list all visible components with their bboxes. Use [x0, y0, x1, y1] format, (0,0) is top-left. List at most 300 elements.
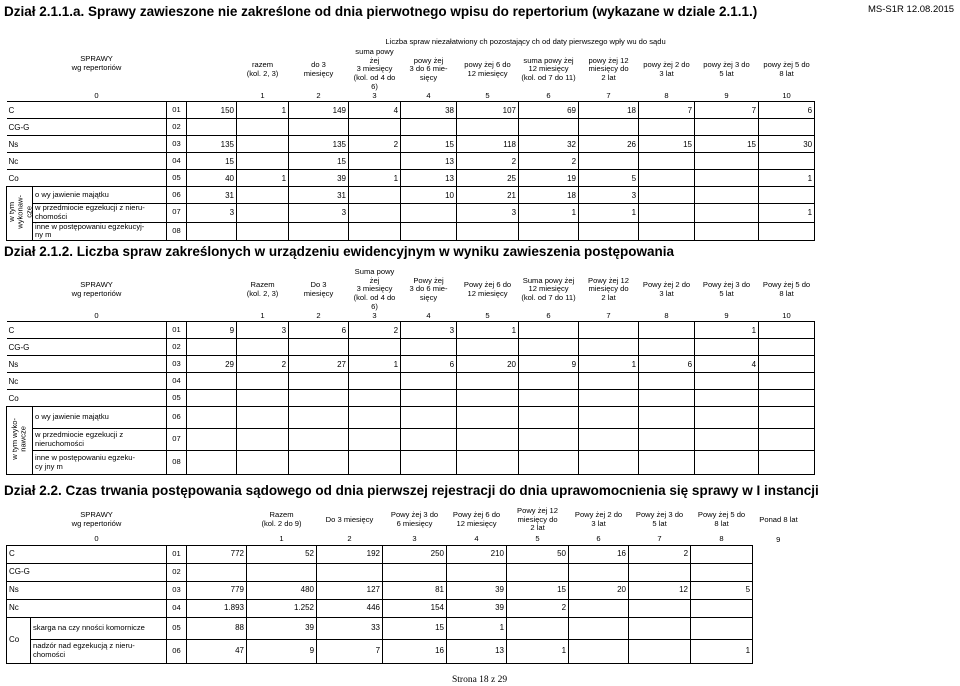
table-cell: 9 [247, 639, 317, 663]
column-index: 10 [782, 310, 791, 320]
row-number: 06 [167, 187, 187, 204]
sprawy-header: SPRAWY wg repertoriów [71, 280, 122, 298]
table-cell [759, 356, 815, 373]
table-cell: 7 [317, 639, 383, 663]
table-cell: 1 [349, 170, 401, 187]
table-cell [289, 119, 349, 136]
column-index: 1 [260, 310, 265, 320]
table-cell [695, 373, 759, 390]
table-cell [289, 407, 349, 429]
row-label: Nc [7, 599, 167, 617]
table-cell [507, 563, 569, 581]
column-header: Powy żej 6 do 12 miesięcy [452, 510, 501, 528]
table-cell [349, 373, 401, 390]
row-number: 05 [167, 617, 187, 639]
table-cell [579, 407, 639, 429]
column-header: powy żej 2 do 3 lat [643, 60, 690, 78]
table-cell [519, 322, 579, 339]
table-cell: 192 [317, 545, 383, 563]
table-cell [569, 599, 629, 617]
section-title-2-1-1-a: Dział 2.1.1.a. Sprawy zawieszone nie zakreślone od dnia pierwotnego wpisu do repertorium (wykazane w dziale 2.1.1.) [4, 4, 758, 19]
table-cell [695, 222, 759, 240]
table-cell [759, 322, 815, 339]
table-cell: 52 [247, 545, 317, 563]
table-cell [187, 373, 237, 390]
table-cell [237, 390, 289, 407]
table-cell [695, 451, 759, 475]
table-row [7, 545, 805, 563]
column-index: 0 [94, 534, 99, 544]
row-label: Nc [7, 153, 167, 170]
table-cell: 9 [519, 356, 579, 373]
table-cell [639, 407, 695, 429]
table-cell: 6 [639, 356, 695, 373]
column-header: Ponad 8 lat [759, 514, 798, 524]
table-cell [695, 153, 759, 170]
table-cell: 1 [237, 102, 289, 119]
spanning-header: Liczba spraw niezałatwiony ch pozostający ch od daty pierwszego wpły wu do sądu [385, 36, 666, 46]
row-label: C [7, 102, 167, 119]
spacer [187, 92, 237, 102]
table-cell [457, 222, 519, 240]
column-index: 3 [372, 310, 377, 320]
table-cell [289, 339, 349, 356]
table-cell: 69 [519, 102, 579, 119]
row-number: 07 [167, 429, 187, 451]
row-label: Nc [7, 373, 167, 390]
column-index: 1 [260, 90, 265, 100]
row-label: w przedmiocie egzekucji z nieruchomości [33, 429, 167, 451]
table-cell [349, 451, 401, 475]
table-cell [579, 322, 639, 339]
table-cell: 5 [579, 170, 639, 187]
row-number: 03 [167, 136, 187, 153]
column-header: Powy żej 3 do 5 lat [702, 280, 751, 298]
row-label: nadzór nad egzekucją z nieru- chomości [31, 639, 167, 663]
table-cell [349, 222, 401, 240]
spacer [187, 312, 237, 322]
table-cell: 33 [317, 617, 383, 639]
table-cell: 3 [289, 204, 349, 222]
table-cell [639, 322, 695, 339]
table-cell [187, 390, 237, 407]
table-cell [691, 599, 753, 617]
table-cell: 15 [695, 136, 759, 153]
table-cell: 2 [349, 136, 401, 153]
table-cell [237, 407, 289, 429]
table-cell [695, 119, 759, 136]
table-cell: 15 [289, 153, 349, 170]
table-cell: 13 [401, 153, 457, 170]
table-cell [289, 373, 349, 390]
table-cell: 1 [579, 204, 639, 222]
table-cell [639, 429, 695, 451]
table-cell [759, 373, 815, 390]
table-cell: 88 [187, 617, 247, 639]
row-number: 08 [167, 451, 187, 475]
column-index: 8 [719, 534, 724, 544]
column-index: 5 [485, 310, 490, 320]
table-cell: 135 [187, 136, 237, 153]
table-row [7, 170, 815, 187]
table-cell [289, 222, 349, 240]
table-cell [289, 429, 349, 451]
row-label: Ns [7, 581, 167, 599]
table-cell: 5 [691, 581, 753, 599]
column-index: 0 [94, 90, 99, 100]
row-label: C [7, 322, 167, 339]
table-row [7, 451, 815, 475]
table-cell: 15 [187, 153, 237, 170]
table-cell [519, 451, 579, 475]
column-index: 6 [596, 534, 601, 544]
table-row [7, 599, 805, 617]
table-cell [289, 390, 349, 407]
table-cell [579, 153, 639, 170]
table-cell [519, 429, 579, 451]
section-title-2-1-2: Dział 2.1.2. Liczba spraw zakreślonych w urządzeniu ewidencyjnym w wyniku zawieszenia postępowania [4, 244, 674, 259]
table-cell: 4 [349, 102, 401, 119]
column-header: Powy żej 3 do 6 miesięcy [390, 510, 439, 528]
column-index: 6 [546, 310, 551, 320]
table-cell: 15 [401, 136, 457, 153]
table-cell [695, 339, 759, 356]
table-cell [579, 429, 639, 451]
table-row [7, 617, 805, 639]
table-cell [401, 373, 457, 390]
column-index: 7 [606, 310, 611, 320]
table-row [7, 407, 815, 429]
table-cell: 19 [519, 170, 579, 187]
table-cell [639, 222, 695, 240]
table-cell [629, 563, 691, 581]
column-header: powy żej 12 miesięcy do 2 lat [588, 55, 629, 83]
table-cell: 127 [317, 581, 383, 599]
table-cell [691, 563, 753, 581]
column-index: 7 [606, 90, 611, 100]
table-cell: 4 [695, 356, 759, 373]
table-cell [695, 187, 759, 204]
column-header: suma powy żej 12 miesięcy (kol. od 7 do 11) [521, 55, 576, 83]
table-cell [639, 390, 695, 407]
column-index: 10 [782, 90, 791, 100]
row-label: o wy jawienie majątku [33, 187, 167, 204]
table-cell: 18 [579, 102, 639, 119]
table-cell [457, 407, 519, 429]
column-index: 5 [535, 534, 540, 544]
table-cell: 1 [759, 170, 815, 187]
table-cell [237, 451, 289, 475]
table-cell: 135 [289, 136, 349, 153]
w-tym-label [7, 187, 33, 241]
table-cell [237, 187, 289, 204]
row-number: 01 [167, 545, 187, 563]
table-cell [401, 119, 457, 136]
table-row [7, 339, 815, 356]
table-cell [317, 563, 383, 581]
table-cell [519, 407, 579, 429]
column-index: 2 [316, 90, 321, 100]
row-label: w przedmiocie egzekucji z nieru- chomości [33, 204, 167, 222]
column-header: Powy żej 2 do 3 lat [574, 510, 623, 528]
table-cell: 39 [247, 617, 317, 639]
table-cell [401, 222, 457, 240]
table-cell [629, 617, 691, 639]
row-number: 03 [167, 356, 187, 373]
table-cell [695, 407, 759, 429]
column-header: Powy żej 3 do 5 lat [635, 510, 684, 528]
table-cell [457, 451, 519, 475]
table-cell [237, 153, 289, 170]
column-header: Powy żej 12 miesięcy do 2 lat [588, 275, 629, 303]
table-cell [349, 119, 401, 136]
table-cell: 2 [629, 545, 691, 563]
column-header: Powy żej 12 miesięcy do 2 lat [517, 505, 558, 533]
table-cell: 15 [383, 617, 447, 639]
column-header: Razem (kol. 2, 3) [246, 280, 279, 298]
table-row [7, 390, 815, 407]
table-cell: 10 [401, 187, 457, 204]
table-row [7, 136, 815, 153]
table-cell [349, 407, 401, 429]
table-cell: 2 [457, 153, 519, 170]
table-cell [187, 119, 237, 136]
page-number: Strona 18 z 29 [452, 675, 508, 685]
w-tym-label [7, 407, 33, 475]
table-cell: 25 [457, 170, 519, 187]
table-cell: 250 [383, 545, 447, 563]
table-cell [759, 187, 815, 204]
table-cell: 149 [289, 102, 349, 119]
table-cell [759, 429, 815, 451]
table-cell [579, 119, 639, 136]
table-row [7, 373, 815, 390]
table-cell [759, 153, 815, 170]
row-label: Ns [7, 356, 167, 373]
table-cell [695, 170, 759, 187]
table-cell [579, 339, 639, 356]
table-cell: 1 [579, 356, 639, 373]
table-cell [639, 153, 695, 170]
column-header: Powy żej 6 do 12 miesięcy [463, 280, 512, 298]
table-2-2 [6, 505, 805, 664]
column-header: powy żej 6 do 12 miesięcy [464, 60, 511, 78]
table-cell [349, 204, 401, 222]
table-cell [569, 563, 629, 581]
column-index: 9 [724, 90, 729, 100]
table-cell [691, 617, 753, 639]
table-cell: 21 [457, 187, 519, 204]
row-number: 02 [167, 119, 187, 136]
table-cell [401, 390, 457, 407]
column-header: powy żej 5 do 8 lat [763, 60, 810, 78]
table-cell [187, 407, 237, 429]
table-row [7, 222, 815, 240]
table-cell [519, 373, 579, 390]
column-index: 0 [94, 310, 99, 320]
table-cell [695, 390, 759, 407]
table-cell [691, 545, 753, 563]
table-cell: 13 [447, 639, 507, 663]
table-cell: 3 [187, 204, 237, 222]
column-header: Powy żej 5 do 8 lat [697, 510, 746, 528]
table-cell [187, 222, 237, 240]
table-cell: 480 [247, 581, 317, 599]
table-cell [759, 390, 815, 407]
table-cell: 1 [519, 204, 579, 222]
table-cell [401, 407, 457, 429]
table-cell: 39 [447, 599, 507, 617]
column-header: powy żej 3 do 6 mie- sięcy [409, 55, 448, 83]
table-cell: 3 [579, 187, 639, 204]
table-cell: 6 [759, 102, 815, 119]
table-cell [457, 390, 519, 407]
column-header: Suma powy żej 3 miesięcy (kol. od 4 do 6) [353, 267, 396, 311]
table-cell [579, 451, 639, 475]
table-cell: 15 [507, 581, 569, 599]
table-cell [759, 222, 815, 240]
table-cell: 3 [457, 204, 519, 222]
table-cell [519, 222, 579, 240]
table-row [7, 639, 805, 663]
table-cell: 2 [349, 322, 401, 339]
row-number: 01 [167, 322, 187, 339]
table-cell [519, 390, 579, 407]
table-2-1-1-a [6, 36, 815, 241]
table-cell: 31 [187, 187, 237, 204]
table-cell [237, 339, 289, 356]
column-index: 3 [372, 90, 377, 100]
table-cell [349, 187, 401, 204]
table-cell: 6 [401, 356, 457, 373]
column-index: 1 [279, 534, 284, 544]
table-cell: 6 [289, 322, 349, 339]
table-cell [289, 451, 349, 475]
table-cell [759, 119, 815, 136]
table-row [7, 153, 815, 170]
table-cell: 7 [639, 102, 695, 119]
table-cell: 107 [457, 102, 519, 119]
table-cell [457, 429, 519, 451]
column-header: powy żej 3 do 5 lat [703, 60, 750, 78]
table-cell: 12 [629, 581, 691, 599]
row-label: Co [7, 170, 167, 187]
column-index: 8 [664, 90, 669, 100]
table-cell [401, 204, 457, 222]
column-header: suma powy żej 3 miesięcy (kol. od 4 do 6) [353, 47, 396, 91]
row-number: 05 [167, 390, 187, 407]
row-number: 04 [167, 373, 187, 390]
table-cell: 16 [569, 545, 629, 563]
table-cell [237, 136, 289, 153]
table-cell [187, 339, 237, 356]
table-cell: 40 [187, 170, 237, 187]
row-label-co: Co [7, 617, 31, 663]
table-cell [457, 339, 519, 356]
table-cell: 1.252 [247, 599, 317, 617]
table-cell: 1 [507, 639, 569, 663]
table-cell: 2 [507, 599, 569, 617]
table-cell [349, 153, 401, 170]
table-cell [629, 639, 691, 663]
table-cell [401, 451, 457, 475]
column-index: 2 [316, 310, 321, 320]
table-cell: 16 [383, 639, 447, 663]
table-cell: 26 [579, 136, 639, 153]
row-number: 04 [167, 153, 187, 170]
table-cell [759, 407, 815, 429]
table-cell [695, 204, 759, 222]
table-cell [349, 390, 401, 407]
table-cell [401, 429, 457, 451]
row-number: 04 [167, 599, 187, 617]
table-cell: 1 [447, 617, 507, 639]
sprawy-header: SPRAWY wg repertoriów [71, 510, 122, 528]
table-cell: 779 [187, 581, 247, 599]
table-cell [237, 222, 289, 240]
table-cell: 50 [507, 545, 569, 563]
column-header: Razem (kol. 2 do 9) [261, 510, 302, 528]
table-cell: 210 [447, 545, 507, 563]
table-row [7, 187, 815, 204]
table-cell: 30 [759, 136, 815, 153]
column-header: Powy żej 2 do 3 lat [642, 280, 691, 298]
table-cell: 13 [401, 170, 457, 187]
table-cell [447, 563, 507, 581]
table-row [7, 563, 805, 581]
table-cell: 29 [187, 356, 237, 373]
table-cell [507, 617, 569, 639]
table-cell: 9 [187, 322, 237, 339]
row-label: skarga na czy nności komornicze [31, 617, 167, 639]
table-cell: 150 [187, 102, 237, 119]
table-cell: 7 [695, 102, 759, 119]
column-header: Do 3 miesięcy [303, 280, 334, 298]
table-row [7, 119, 815, 136]
table-cell [237, 429, 289, 451]
table-cell: 15 [639, 136, 695, 153]
table-cell [759, 339, 815, 356]
table-cell [639, 339, 695, 356]
row-number: 06 [167, 639, 187, 663]
column-header: Powy żej 5 do 8 lat [762, 280, 811, 298]
column-header: razem (kol. 2, 3) [246, 60, 279, 78]
table-cell [187, 429, 237, 451]
table-cell [237, 119, 289, 136]
table-cell [579, 390, 639, 407]
table-cell [349, 339, 401, 356]
table-cell: 20 [569, 581, 629, 599]
row-number: 01 [167, 102, 187, 119]
column-index: 4 [426, 310, 431, 320]
row-number: 03 [167, 581, 187, 599]
table-cell [639, 451, 695, 475]
column-index: 8 [664, 310, 669, 320]
table-cell: 31 [289, 187, 349, 204]
table-cell: 1 [457, 322, 519, 339]
table-cell [759, 451, 815, 475]
table-cell [187, 451, 237, 475]
table-cell: 2 [237, 356, 289, 373]
table-cell: 1 [349, 356, 401, 373]
table-cell: 38 [401, 102, 457, 119]
table-cell: 18 [519, 187, 579, 204]
w-tym-text: w tym wyko- nawcze [9, 418, 28, 461]
table-cell: 3 [237, 322, 289, 339]
row-number: 06 [167, 407, 187, 429]
table-cell: 47 [187, 639, 247, 663]
column-index: 9 [776, 534, 781, 544]
